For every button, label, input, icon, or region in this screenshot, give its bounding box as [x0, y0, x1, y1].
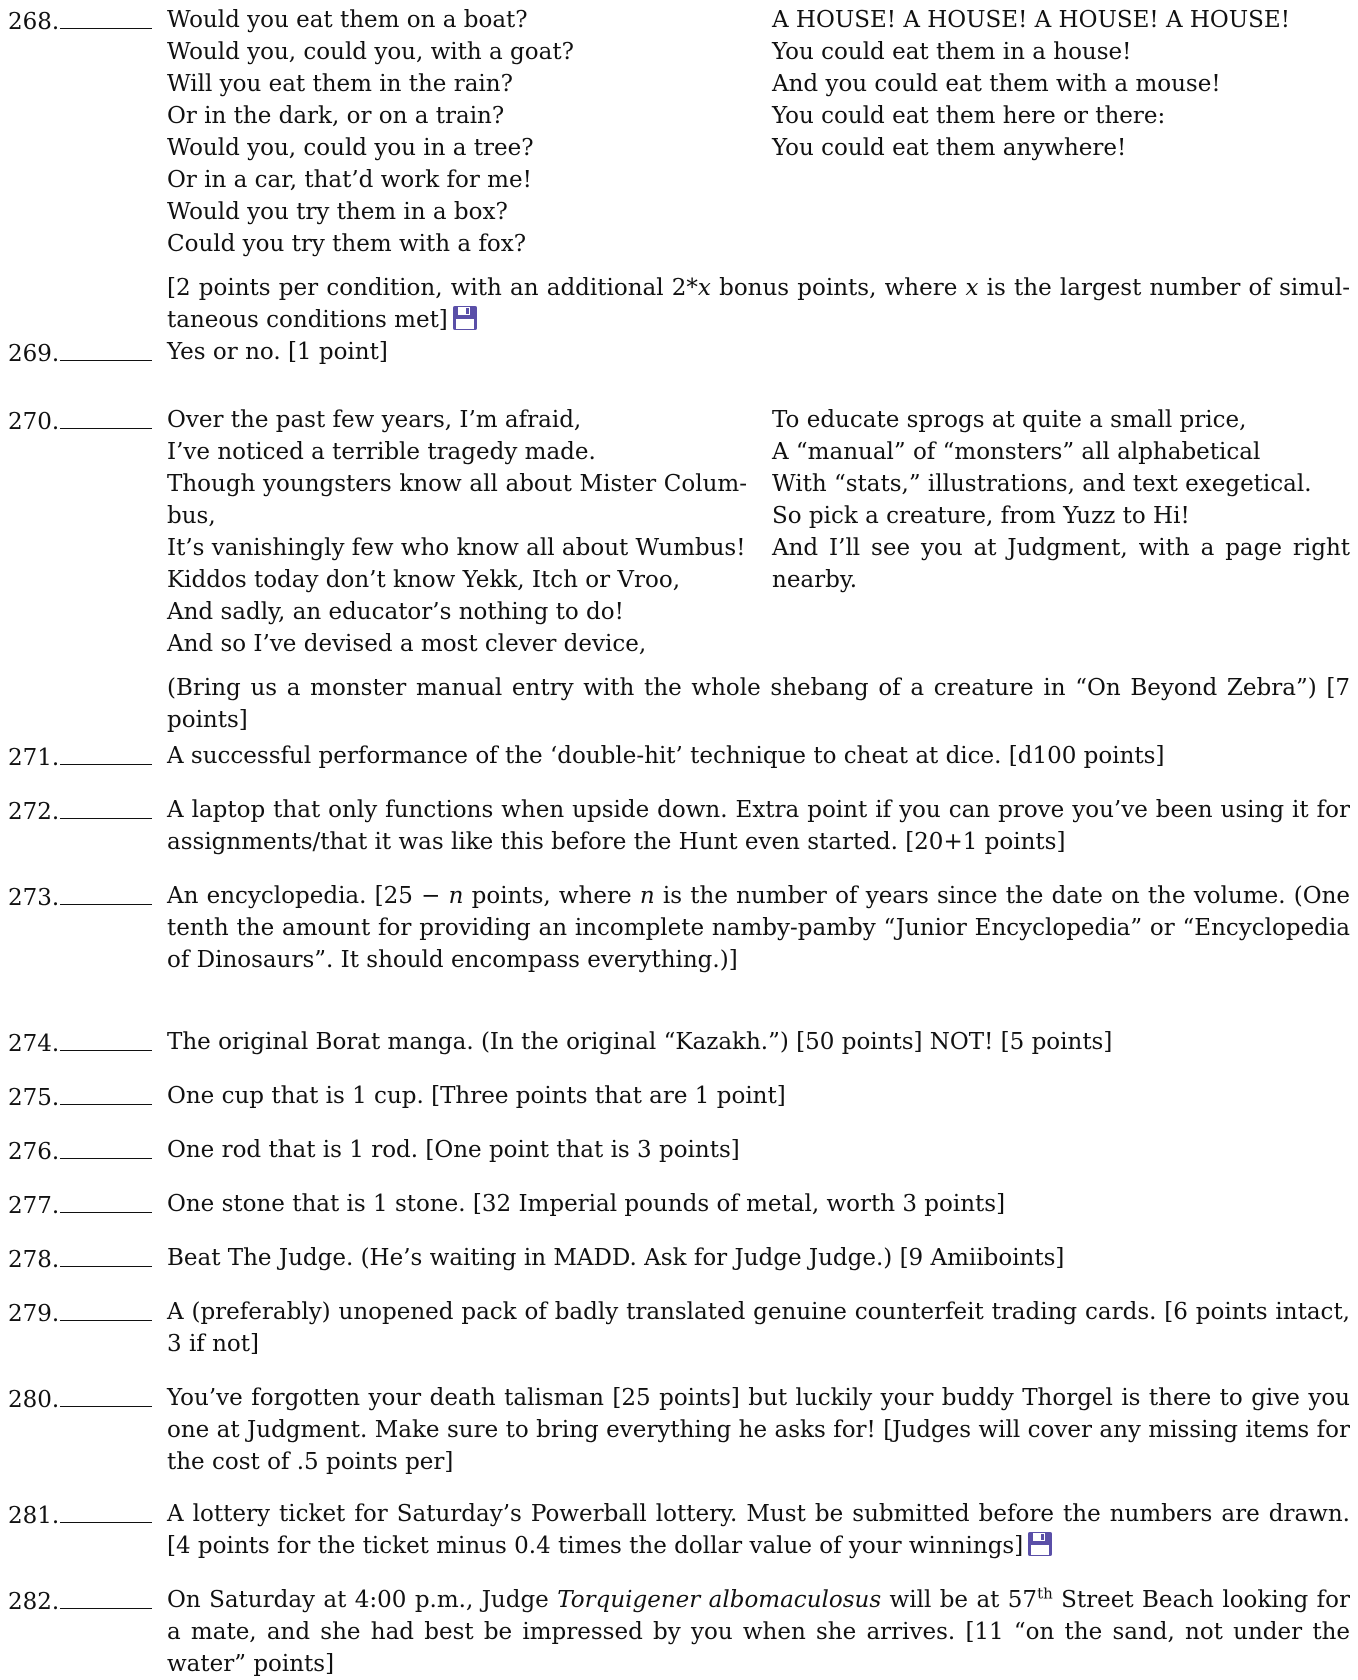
item-number: 271.	[8, 740, 158, 774]
item-number: 270.	[8, 404, 158, 438]
list-item-270	[8, 404, 1350, 736]
poem-line: Over the past few years, I’m afraid,	[167, 407, 582, 433]
answer-blank	[60, 1498, 152, 1523]
poem-line: And sadly, an educator’s nothing to do!	[167, 599, 624, 625]
item-number: 269.	[8, 336, 158, 370]
poem-line: I’ve noticed a terrible tragedy made.	[167, 439, 596, 465]
poem-line: It’s vanishingly few who know all about Wumbus!	[167, 535, 746, 561]
item-text: The original Borat manga. (In the original “Kazakh.”) [50 points] NOT! [5 points]	[167, 1029, 1113, 1055]
list-item-277	[8, 1188, 1350, 1220]
answer-blank	[60, 1296, 152, 1321]
item-number: 281.	[8, 1498, 158, 1532]
item-text: A lottery ticket for Saturday’s Powerball lottery. Must be submitted before the numbers are drawn. [4 points for the ticket minus 0.4 times the dollar value of your winnings]	[167, 1498, 1350, 1566]
answer-blank	[60, 1382, 152, 1407]
poem-line: And I’ll see you at Judgment, with a page right nearby.	[772, 535, 1350, 593]
item-number: 278.	[8, 1242, 158, 1276]
list-item-272	[8, 794, 1350, 858]
answer-blank	[60, 1188, 152, 1213]
poem-line: You could eat them here or there:	[772, 103, 1166, 129]
list-item-282	[8, 1584, 1350, 1680]
poem-line: A HOUSE! A HOUSE! A HOUSE! A HOUSE!	[772, 7, 1290, 33]
poem-line: And so I’ve devised a most clever device,	[167, 631, 647, 657]
item-text: A (preferably) unopened pack of badly translated genuine counterfeit trading cards. [6 points intact, 3 if not]	[167, 1299, 1350, 1357]
poem-columns	[167, 404, 1350, 660]
answer-blank	[60, 740, 152, 765]
poem-line: Or in the dark, or on a train?	[167, 103, 505, 129]
item-text: You’ve forgotten your death talisman [25 points] but luckily your buddy Thorgel is there to give you one at Judgment. Make sure to bring everything he asks for! [Judges will cover any missing items for the cost of .5 points per]	[167, 1385, 1350, 1475]
item-number: 272.	[8, 794, 158, 828]
poem-line: So pick a creature, from Yuzz to Hi!	[772, 503, 1190, 529]
poem-left-column	[167, 4, 772, 260]
item-text: One rod that is 1 rod. [One point that is 3 points]	[167, 1137, 740, 1163]
item-number: 279.	[8, 1296, 158, 1330]
item-number: 274.	[8, 1026, 158, 1060]
answer-blank	[60, 1026, 152, 1051]
poem-line: Or in a car, that’d work for me!	[167, 167, 532, 193]
scoring-note: [2 points per condition, with an additional 2*x bonus points, where x is the largest number of simultaneous conditions met]	[167, 272, 1350, 340]
poem-left-column	[167, 404, 772, 660]
poem-columns	[167, 4, 1350, 260]
poem-line: Kiddos today don’t know Yekk, Itch or Vroo,	[167, 567, 681, 593]
poem-line: Would you, could you in a tree?	[167, 135, 534, 161]
answer-blank	[60, 1242, 152, 1267]
poem-line: You could eat them in a house!	[772, 39, 1132, 65]
poem-line: With “stats,” illustrations, and text exegetical.	[772, 471, 1312, 497]
floppy-disk-icon	[1027, 1531, 1053, 1566]
poem-line: Though youngsters know all about Mister Colum-bus,	[167, 471, 747, 529]
item-text: On Saturday at 4:00 p.m., Judge Torquigener albomaculosus will be at 57th Street Beach looking for a mate, and she had best be impressed by you when she arrives. [11 “on the sand, not under the water” points]	[167, 1584, 1350, 1677]
item-text: A successful performance of the ‘double-hit’ technique to cheat at dice. [d100 points]	[167, 743, 1165, 769]
list-item-276	[8, 1134, 1350, 1166]
answer-blank	[60, 4, 152, 29]
answer-blank	[60, 794, 152, 819]
list-item-273	[8, 880, 1350, 976]
list-item-280	[8, 1382, 1350, 1478]
floppy-disk-icon	[452, 305, 478, 340]
answer-blank	[60, 1584, 152, 1609]
list-item-269	[8, 336, 1350, 368]
item-number: 277.	[8, 1188, 158, 1222]
answer-blank	[60, 1134, 152, 1159]
item-text: A laptop that only functions when upside down. Extra point if you can prove you’ve been using it for assignments/that it was like this before the Hunt even started. [20+1 points]	[167, 797, 1350, 855]
poem-line: Would you try them in a box?	[167, 199, 508, 225]
item-text: One cup that is 1 cup. [Three points that are 1 point]	[167, 1083, 786, 1109]
answer-blank	[60, 1080, 152, 1105]
list-item-278	[8, 1242, 1350, 1274]
answer-blank	[60, 336, 152, 361]
item-text: Beat The Judge. (He’s waiting in MADD. Ask for Judge Judge.) [9 Amiiboints]	[167, 1245, 1065, 1271]
list-item-279	[8, 1296, 1350, 1360]
poem-line: Will you eat them in the rain?	[167, 71, 513, 97]
poem-line: A “manual” of “monsters” all alphabetical	[772, 439, 1261, 465]
item-number: 280.	[8, 1382, 158, 1416]
item-text: An encyclopedia. [25 − n points, where n is the number of years since the date on the volume. (One tenth the amount for providing an incomplete namby-pamby “Junior Encyclopedia” or “Encyclopedia of Dinosaurs”. It should encompass everything.)]	[167, 883, 1351, 973]
item-number: 273.	[8, 880, 158, 914]
item-number: 276.	[8, 1134, 158, 1168]
item-number: 268.	[8, 4, 158, 38]
poem-line: You could eat them anywhere!	[772, 135, 1127, 161]
list-item-275	[8, 1080, 1350, 1112]
poem-line: And you could eat them with a mouse!	[772, 71, 1221, 97]
poem-right-column	[772, 404, 1350, 660]
list-item-271	[8, 740, 1350, 772]
list-item-274	[8, 1026, 1350, 1058]
answer-blank	[60, 880, 152, 905]
list-item-281	[8, 1498, 1350, 1566]
poem-line: Would you, could you, with a goat?	[167, 39, 574, 65]
list-item-268	[8, 4, 1350, 340]
item-number: 282.	[8, 1584, 158, 1618]
poem-line: Would you eat them on a boat?	[167, 7, 528, 33]
item-text: Yes or no. [1 point]	[167, 339, 388, 365]
item-number: 275.	[8, 1080, 158, 1114]
poem-line: To educate sprogs at quite a small price,	[772, 407, 1247, 433]
poem-line: Could you try them with a fox?	[167, 231, 527, 257]
poem-right-column	[772, 4, 1350, 260]
scoring-note: (Bring us a monster manual entry with the whole shebang of a creature in “On Beyond Zebra”) [7 points]	[167, 675, 1350, 733]
answer-blank	[60, 404, 152, 429]
item-text: One stone that is 1 stone. [32 Imperial pounds of metal, worth 3 points]	[167, 1191, 1006, 1217]
